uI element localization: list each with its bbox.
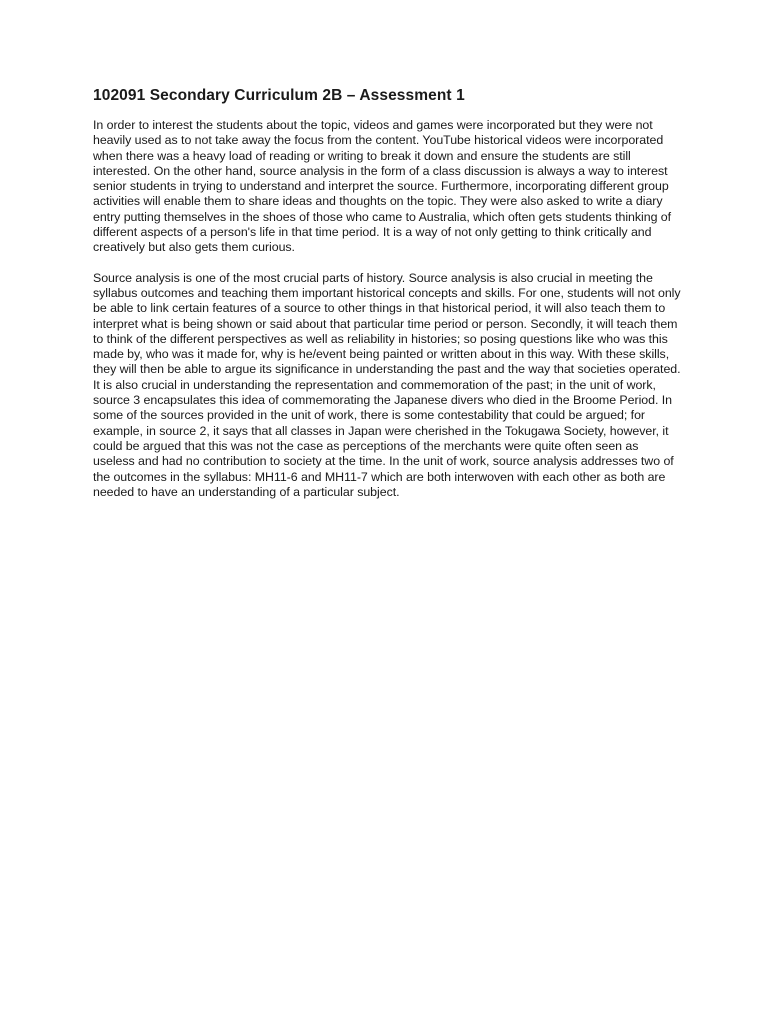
paragraph-source-analysis: Source analysis is one of the most crucial parts of history. Source analysis is also crucial in meeting the syllabus outcomes and teaching them important historical concepts and skills. For one, students will not only be able to link certain features of a source to other things in that historical period, it will also teach them to interpret what is being shown or said about that particular time period or person. Secondly, it will teach them to think of the different perspectives as well as reliability in histories; so posing questions like who was this made by, who was it made for, why is he/event being painted or written about in this way. With these skills, they will then be able to argue its significance in understanding the past and the way that societies operated. It is also crucial in understanding the representation and commemoration of the past; in the unit of work, source 3 encapsulates this idea of commemorating the Japanese divers who died in the Broome Period. In some of the sources provided in the unit of work, there is some contestability that could be argued; for example, in source 2, it says that all classes in Japan were cherished in the Tokugawa Society, however, it could be argued that this was not the case as perceptions of the merchants were quite often seen as useless and had no contribution to society at the time. In the unit of work, source analysis addresses two of the outcomes in the syllabus: MH11-6 and MH11-7 which are both interwoven with each other as both are needed to have an understanding of a particular subject. (93, 270, 681, 499)
document-title: 102091 Secondary Curriculum 2B – Assessment 1 (93, 87, 465, 104)
paragraph-engagement: In order to interest the students about the topic, videos and games were incorporated but they were not heavily used as to not take away the focus from the content. YouTube historical videos were incorporated when there was a heavy load of reading or writing to break it down and ensure the students are still interested. On the other hand, source analysis in the form of a class discussion is always a way to interest senior students in trying to understand and interpret the source. Furthermore, incorporating different group activities will enable them to share ideas and thoughts on the topic. They were also asked to write a diary entry putting themselves in the shoes of those who came to Australia, which often gets students thinking of different aspects of a person's life in that time period. It is a way of not only getting to think critically and creatively but also gets them curious. (93, 118, 672, 255)
document-body (93, 86, 681, 515)
